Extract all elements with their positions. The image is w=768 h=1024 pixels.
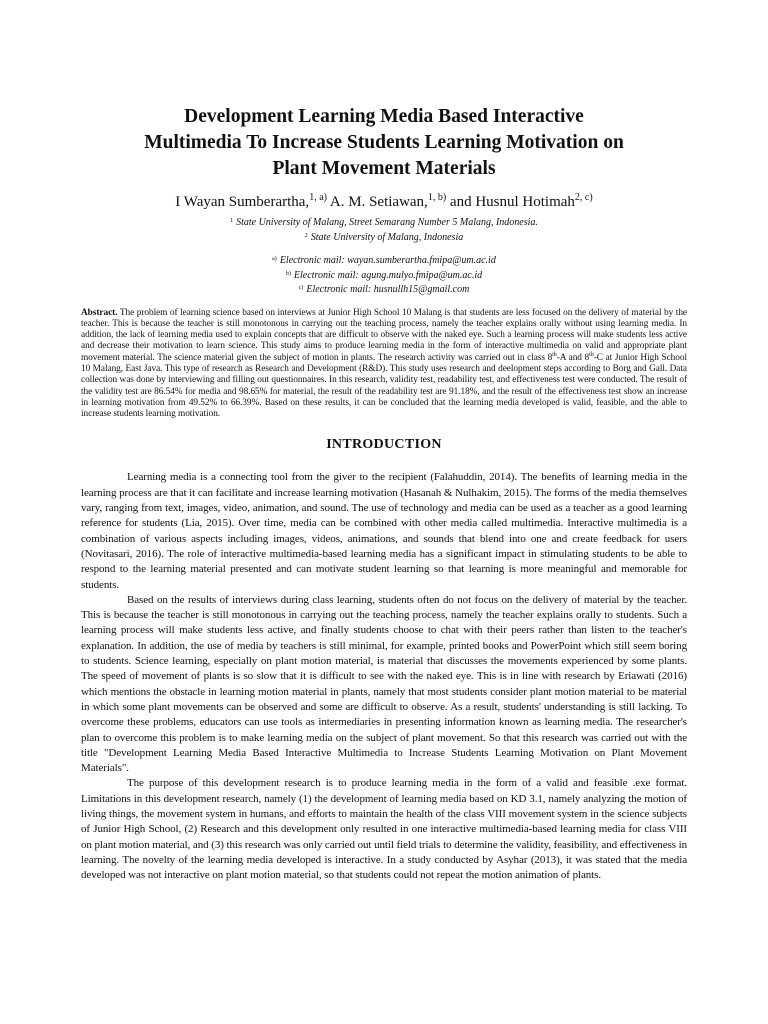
email-marker: c) (298, 285, 304, 291)
title-line: Plant Movement Materials (272, 158, 496, 179)
affiliation-marker: 2 (304, 232, 308, 239)
title-line: Development Learning Media Based Interactive (184, 106, 584, 127)
author-affiliation-marker: 1, b) (427, 192, 447, 203)
introduction-body (81, 470, 687, 883)
body-paragraph: Learning media is a connecting tool from the giver to the recipient (Falahuddin, 2014). The benefits of learning media in the learning process are that it can facilitate and increase learning motivation (Hasanah & Nulhakim, 2015). The forms of the media themselves vary, ranging from text, images, video, animation, and sound. The use of technology and media can be used as a teacher as a good learning reference for students (Lia, 2015). Over time, media can be combined with other media called multimedia. Interactive multimedia is a combination of various aspects including images, videos, animations, and sounds that blend into one and create feedback for users (Novitasari, 2016). The role of interactive multimedia-based learning media has a significant impact in stimulating students to be able to respond to the learning material presented and can motivate student learning so that learning is more meaningful and memorable for students. (81, 471, 687, 591)
author-list (81, 192, 687, 212)
body-paragraph: The purpose of this development research is to produce learning media in the form of a valid and feasible .exe format. Limitations in this development research, namely (1) the development of learning media based on KD 3.1, namely analyzing the motion of living things, the movement system in humans, and efforts to maintain the health of the class VIII movement system in the science subjects of Junior High School, (2) Research and this development only resulted in one interactive multimedia-based learning media for class VIII on plant motion material, and (3) this research was only carried out until field trials to determine the validity, feasibility, and effectiveness in learning. The novelty of the learning media developed is interactive. In a study conducted by Asyhar (2013), it was stated that the media developed was not interactive on plant motion material, so that students could not repeat the motion animation of plants. (81, 777, 687, 882)
affiliation-block (81, 216, 687, 298)
paper-title (81, 0, 687, 182)
email-marker: a) (272, 256, 277, 262)
title-line: Multimedia To Increase Students Learning Motivation on (144, 132, 624, 153)
affiliation-line: $^2$ State University of Malang, Indonesia (304, 231, 464, 243)
abstract: Abstract. The problem of learning science based on interviews at Junior High School 10 Malang is that students are less focused on the delivery of material by the teacher. This is because the teacher is still monotonous in carrying out the teaching process, namely the teacher explains orally without using learning media. In addition, the lack of learning media used to explain concepts that are difficult to observe with the naked eye. Such a learning process will make students less active and decrease their motivation to learn science. This study aims to produce learning media in the form of interactive multimedia on valid and appropriate plant movement material. The science material given the subject of motion in plants. The research activity was carried out in class 8th-A and 8th-C at Junior High School 10 Malang, East Java. This type of research as Research and Development (R&D). This study uses research and deelopment steps according to Borg and Gall. Data collection was done by interviewing and filling out questionnaires. In this research, validity test, readability test, and effectiveness test were conducted. The result of the validity test are 86.54% for media and 98.65% for material, the result of the readability test are 91.18%, and the result of the effectiveness test show an increase in learning motivation from 49.52% to 66.39%. Based on these results, it can be concluded that the learning media developed is valid, feasible, and the able to increase students learning motivation. (81, 307, 687, 420)
author-name: A. M. Setiawan, (329, 194, 428, 210)
affiliation-marker: 1 (230, 218, 234, 224)
affiliation-line: $^1$ State University of Malang, Street Semarang Number 5 Malang, Indonesia. (230, 217, 538, 228)
abstract-label: Abstract. (81, 307, 118, 318)
author-affiliation-marker: 2, c) (574, 192, 593, 203)
email-line: $^{c)}$ Electronic mail: husnullh15@gmail.com (298, 284, 470, 295)
body-paragraph: Based on the results of interviews during class learning, students often do not focus on the delivery of material by the teacher. This is because the teacher is still monotonous in carrying out the teaching process, namely the teacher explains orally to students. Such a learning process will make students less active, and finally students choose to chat with their peers rather than listen to the teacher's explanation. In addition, the use of media by teachers is still minimal, for example, printed books and PowerPoint which still seem boring to students. Science learning, especially on plant motion material, is material that discusses the movements experienced by some plants. The speed of movement of plants is so slow that it is difficult to see with the naked eye. This is in line with research by Eriawati (2016) which mentions the obstacle in learning motion material in plants, namely that most students consider plant motion material to be material in which some plant movements can be observed and some are difficult to observe. As a result, students' understanding is still lacking. To overcome these problems, educators can use tools as intermediaries in presenting information known as learning media. The researcher's plan to overcome this problem is to make learning media on the subject of plant movement. So that this research was carried out with the title "Development Learning Media Based Interactive Multimedia to Increase Students Learning Motivation on Plant Movement Materials". (81, 593, 687, 775)
author-affiliation-marker: 1, a) (309, 192, 327, 203)
email-line: $^{b)}$ Electronic mail: agung.mulyo.fmipa@um.ac.id (285, 269, 483, 281)
email-line: $^{a)}$ Electronic mail: wayan.sumberartha.fmipa@um.ac.id (272, 255, 496, 266)
author-name: and Husnul Hotimah (449, 194, 575, 210)
spacer (81, 245, 687, 254)
section-heading-introduction: INTRODUCTION (326, 437, 442, 453)
email-marker: b) (285, 270, 291, 277)
author-name: I Wayan Sumberartha, (175, 194, 310, 210)
